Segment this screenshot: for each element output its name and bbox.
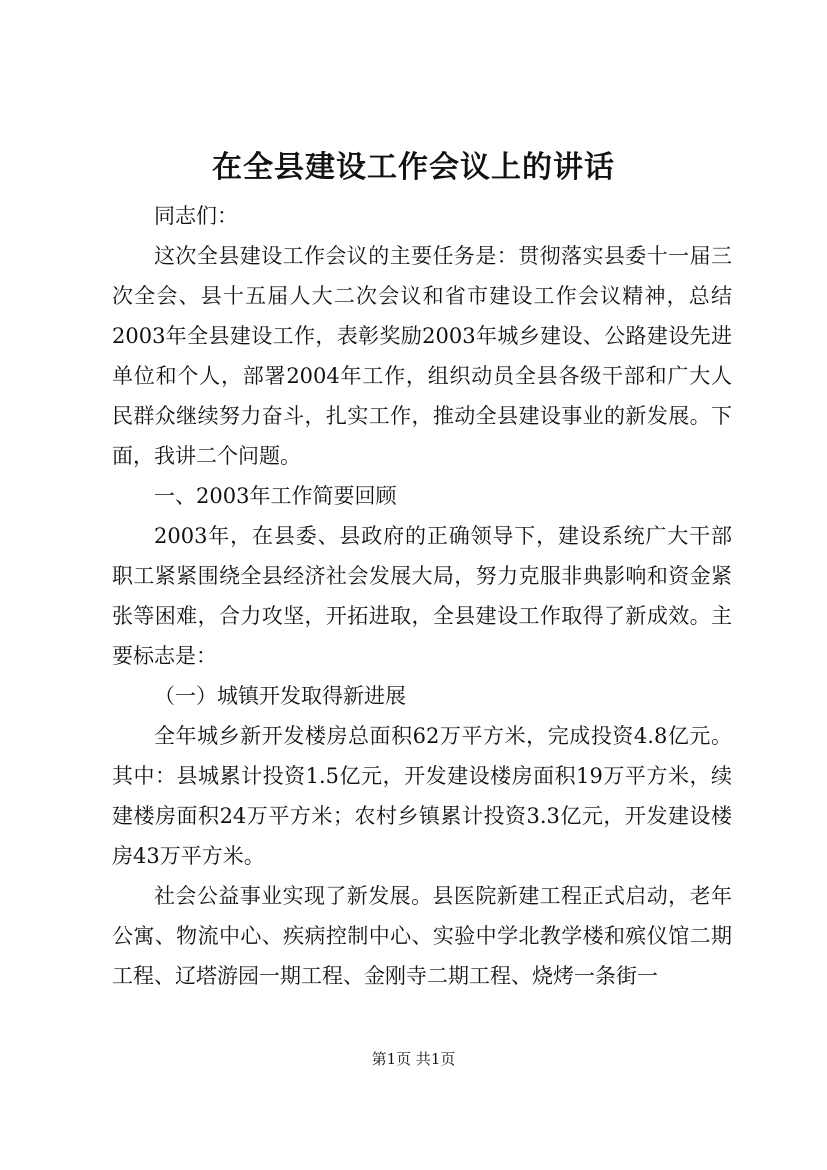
public-welfare-paragraph: 社会公益事业实现了新发展。县医院新建工程正式启动，老年公寓、物流中心、疾病控制中心、实验中学北教学楼和殡仪馆二期工程、辽塔游园一期工程、金刚寺二期工程、烧烤一条街一 <box>112 884 732 988</box>
document-body <box>112 196 732 996</box>
subsection-heading: （一）城镇开发取得新进展 <box>154 684 406 708</box>
section-heading: 一、2003年工作简要回顾 <box>154 484 397 508</box>
page-footer: 第1页 共1页 <box>371 1050 456 1068</box>
review-paragraph: 2003年，在县委、县政府的正确领导下，建设系统广大干部职工紧紧围绕全县经济社会发展大局，努力克服非典影响和资金紧张等困难，合力攻坚，开拓进取，全县建设工作取得了新成效。主要标志是： <box>112 524 732 668</box>
document-title: 在全县建设工作会议上的讲话 <box>212 150 615 185</box>
intro-paragraph: 这次全县建设工作会议的主要任务是：贯彻落实县委十一届三次全会、县十五届人大二次会议和省市建设工作会议精神，总结2003年全县建设工作，表彰奖励2003年城乡建设、公路建设先进单位和个人，部署2004年工作，组织动员全县各级干部和广大人民群众继续努力奋斗，扎实工作，推动全县建设事业的新发展。下面，我讲二个问题。 <box>112 244 732 468</box>
salutation-paragraph: 同志们： <box>154 204 238 228</box>
development-paragraph: 全年城乡新开发楼房总面积62万平方米，完成投资4.8亿元。其中：县城累计投资1.5亿元，开发建设楼房面积19万平方米，续建楼房面积24万平方米；农村乡镇累计投资3.3亿元，开发建设楼房43万平方米。 <box>112 724 732 868</box>
